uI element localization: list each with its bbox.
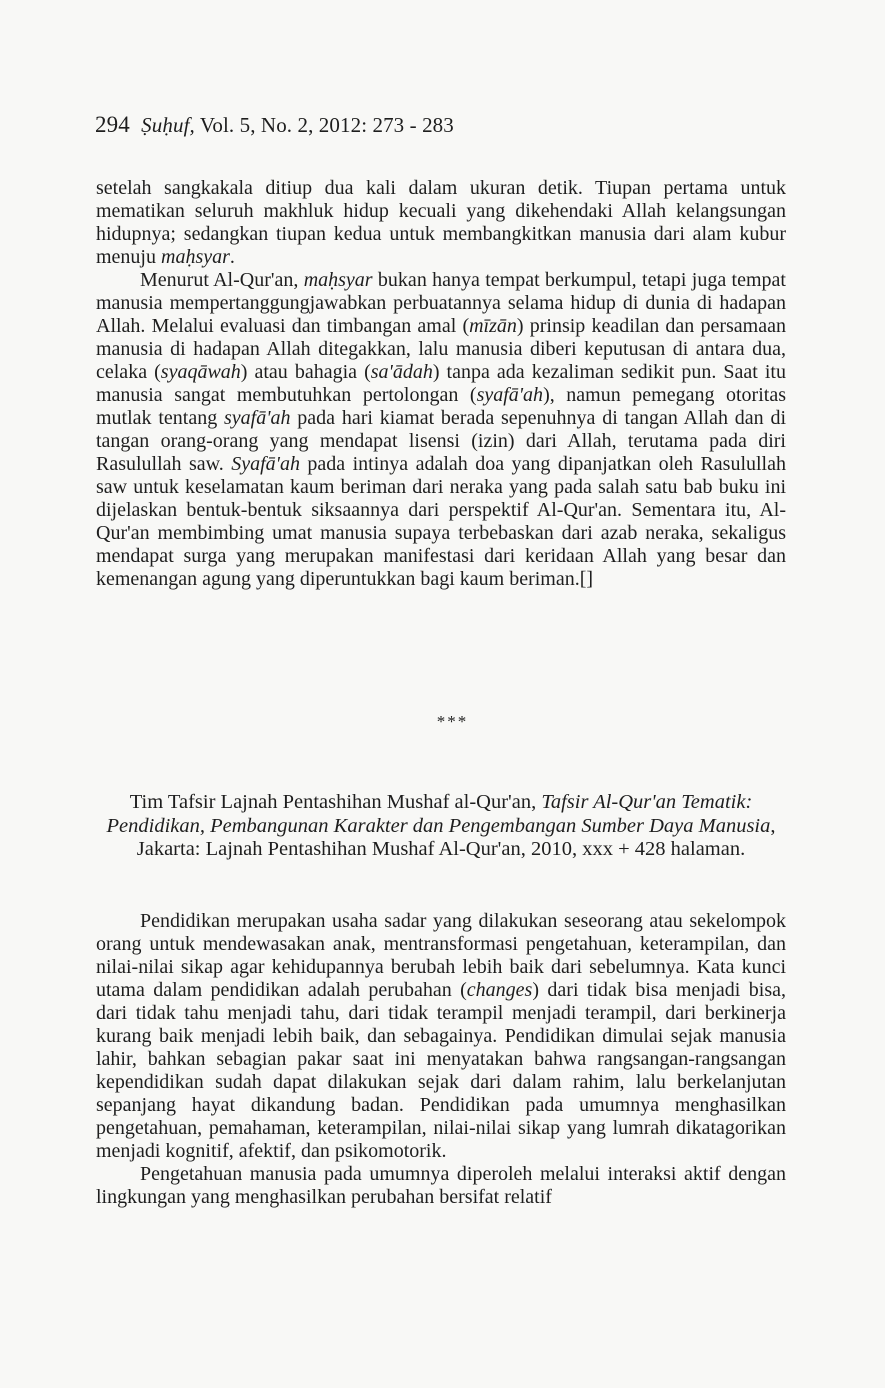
text-run: pada intinya adalah doa yang dipanjatkan oleh Rasulullah saw untuk keselamatan kaum beriman dari neraka yang pada salah satu bab buku ini dijelaskan bentuk-bentuk siksaannya dari perspektif Al-Qur'an. Sementara itu, Al-Qur'an membimbing umat manusia supaya terbebaskan dari azab neraka, sekaligus mendapat surga yang merupakan manifestasi dari keridaan Allah yang besar dan kemenangan agung yang diperuntukkan bagi kaum beriman.[] — [96, 453, 786, 590]
paragraph — [96, 910, 786, 1163]
text-run: ) tanpa ada kezaliman sedikit pun. Saat itu manusia sangat membutuhkan pertolongan ( — [96, 361, 786, 406]
italic-term: syaqāwah — [160, 361, 241, 383]
italic-term: mīzān — [469, 315, 517, 337]
text-run: ) dari tidak bisa menjadi bisa, dari tidak tahu menjadi tahu, dari tidak terampil menjadi terampil, dari berkinerja kurang baik menjadi lebih baik, dan sebagainya. Pendidikan dimulai sejak manusia lahir, bahkan sebagian pakar saat ini menyatakan bahwa rangsangan-rangsangan kependidikan sudah dapat dilakukan sejak dari dalam rahim, lalu berkelanjutan sepanjang hayat dikandung badan. Pendidikan pada umumnya menghasilkan pengetahuan, pemahaman, keterampilan, nilai-nilai sikap yang lumrah dikatagorikan menjadi kognitif, afektif, dan psikomotorik. — [96, 979, 786, 1162]
italic-term: changes — [466, 979, 533, 1001]
italic-term: Syafā'ah — [231, 453, 300, 475]
book-citation — [96, 791, 786, 862]
section-separator: *** — [436, 712, 469, 731]
text-run: ), namun pemegang otoritas mutlak tentang — [96, 384, 786, 429]
text-run: setelah sangkakala ditiup dua kali dalam ukuran detik. Tiupan pertama untuk mematikan seluruh makhluk hidup kecuali yang dikehendaki Allah kelangsungan hidupnya; sedangkan tiupan kedua untuk membangkitkan manusia dari alam kubur menuju — [96, 177, 786, 268]
italic-term: maḥsyar — [303, 269, 373, 291]
italic-term: sa'ādah — [370, 361, 433, 383]
paragraph — [96, 269, 786, 591]
text-run: Menurut Al-Qur'an, — [140, 269, 304, 291]
section-1-body — [96, 177, 786, 591]
italic-term: syafā'ah — [224, 407, 291, 429]
text-run: ) atau bahagia ( — [240, 361, 371, 383]
paragraph — [96, 177, 786, 269]
text-run: ) prinsip keadilan dan persamaan manusia di hadapan Allah ditegakkan, lalu manusia diberi keputusan di antara dua, celaka ( — [96, 315, 786, 383]
text-run: pada hari kiamat berada sepenuhnya di tangan Allah dan di tangan orang-orang yang mendapat lisensi (izin) dari Allah, terutama pada diri Rasulullah saw. — [96, 407, 786, 475]
text-run: Pendidikan merupakan usaha sadar yang dilakukan seseorang atau sekelompok orang untuk mendewasakan anak, mentransformasi pengetahuan, keterampilan, dan nilai-nilai sikap agar kehidupannya berubah lebih baik dari sebelumnya. Kata kunci utama dalam pendidikan adalah perubahan ( — [96, 910, 786, 1001]
text-run: , Jakarta: Lajnah Pentashihan Mushaf Al-Qur'an, 2010, xxx + 428 halaman. — [136, 814, 776, 860]
text-run: . — [229, 246, 235, 268]
text-run: Pengetahuan manusia pada umumnya diperoleh melalui interaksi aktif dengan lingkungan yang menghasilkan perubahan bersifat relatif — [96, 1163, 786, 1208]
journal-issue: Vol. 5, No. 2, 2012: 273 - 283 — [199, 113, 454, 137]
italic-term: maḥsyar — [161, 246, 230, 268]
paragraph — [96, 1163, 786, 1209]
italic-term: syafā'ah — [476, 384, 544, 406]
text-run: Tim Tafsir Lajnah Pentashihan Mushaf al-Qur'an, — [129, 791, 542, 813]
journal-title: Ṣuḥuf, — [141, 113, 195, 137]
page-number: 294 — [95, 112, 130, 137]
italic-term: Tafsir Al-Qur'an Tematik: Pendidikan, Pembangunan Karakter dan Pengembangan Sumber Daya Manusia — [106, 791, 771, 837]
text-run: bukan hanya tempat berkumpul, tetapi juga tempat manusia mempertanggungjawabkan perbuatannya selama hidup di dunia di hadapan Allah. Melalui evaluasi dan timbangan amal ( — [96, 269, 786, 337]
section-2-body — [96, 910, 786, 1209]
running-head — [95, 112, 454, 138]
